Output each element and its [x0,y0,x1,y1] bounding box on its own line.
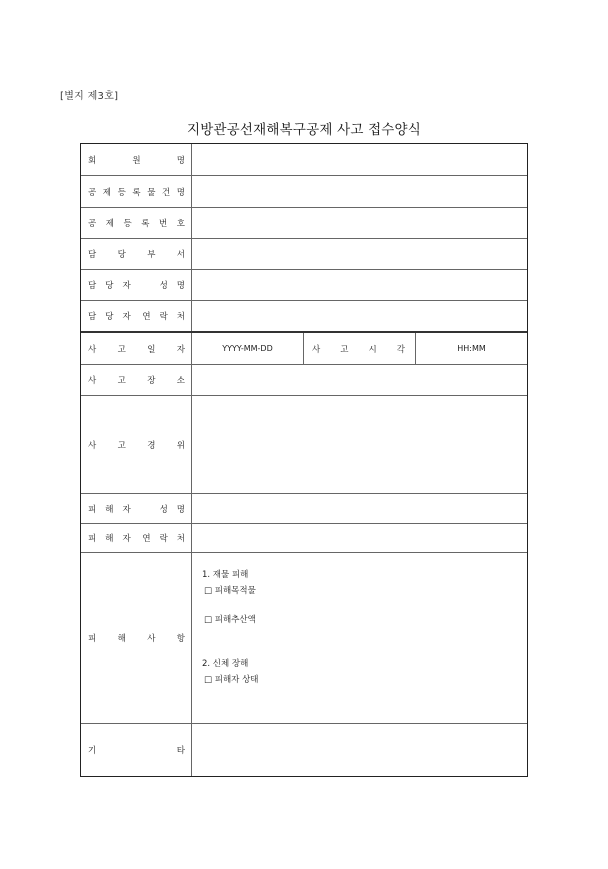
row-member-name [81,144,527,175]
label-accident-date: 사 고 일 자 [81,333,192,364]
label-victim-phone: 피 해 자 연 락 처 [81,524,192,552]
checkbox-estimated-amount[interactable]: □ 피해추산액 [204,615,256,625]
label-accident-time: 사 고 시 각 [304,333,416,364]
label-other: 기 타 [81,724,192,776]
label-contact-person-phone: 담 당 자 연 락 처 [81,301,192,331]
label-accident-place: 사 고 장 소 [81,365,192,395]
insured-vessel-name-field[interactable] [192,176,527,207]
row-accident-date-time [81,331,527,364]
row-contact-person-phone [81,300,527,331]
form-title: 지방관공선재해복구공제 사고 접수양식 [186,122,422,138]
row-damage-items [81,552,527,723]
bodily-injury-heading: 2. 신체 장해 [202,659,249,669]
row-accident-details [81,395,527,493]
checkbox-damaged-object[interactable]: □ 피해목적물 [204,586,256,596]
label-damage-items: 피 해 사 항 [81,553,192,723]
insured-registration-no-field[interactable] [192,208,527,238]
damage-items-content [202,553,527,723]
member-name-field[interactable] [192,144,527,175]
accident-place-field[interactable] [192,365,527,395]
contact-person-phone-field[interactable] [192,301,527,331]
row-victim-name [81,493,527,523]
accident-report-form [80,143,528,777]
accident-details-field[interactable] [192,396,527,493]
label-victim-name: 피 해 자 성 명 [81,494,192,523]
row-insured-vessel-name [81,175,527,207]
checkbox-victim-condition[interactable]: □ 피해자 상태 [204,675,259,685]
department-field[interactable] [192,239,527,269]
row-contact-person-name [81,269,527,300]
label-department: 담 당 부 서 [81,239,192,269]
label-insured-vessel-name: 공 제 등 록 물 건 명 [81,176,192,207]
label-contact-person-name: 담 당 자 성 명 [81,270,192,300]
attachment-label: [별지 제3호] [60,91,119,102]
row-insured-registration-no [81,207,527,238]
row-other [81,723,527,776]
label-accident-details: 사 고 경 위 [81,396,192,493]
property-damage-heading: 1. 재물 피해 [202,570,249,580]
accident-time-field[interactable]: HH:MM [457,344,486,353]
contact-person-name-field[interactable] [192,270,527,300]
row-department [81,238,527,269]
accident-date-field[interactable]: YYYY-MM-DD [192,333,304,364]
row-accident-place [81,364,527,395]
victim-phone-field[interactable] [192,524,527,552]
victim-name-field[interactable] [192,494,527,523]
label-insured-registration-no: 공 제 등 록 번 호 [81,208,192,238]
other-field[interactable] [192,724,527,776]
row-victim-phone [81,523,527,552]
label-member-name: 회 원 명 [81,144,192,175]
